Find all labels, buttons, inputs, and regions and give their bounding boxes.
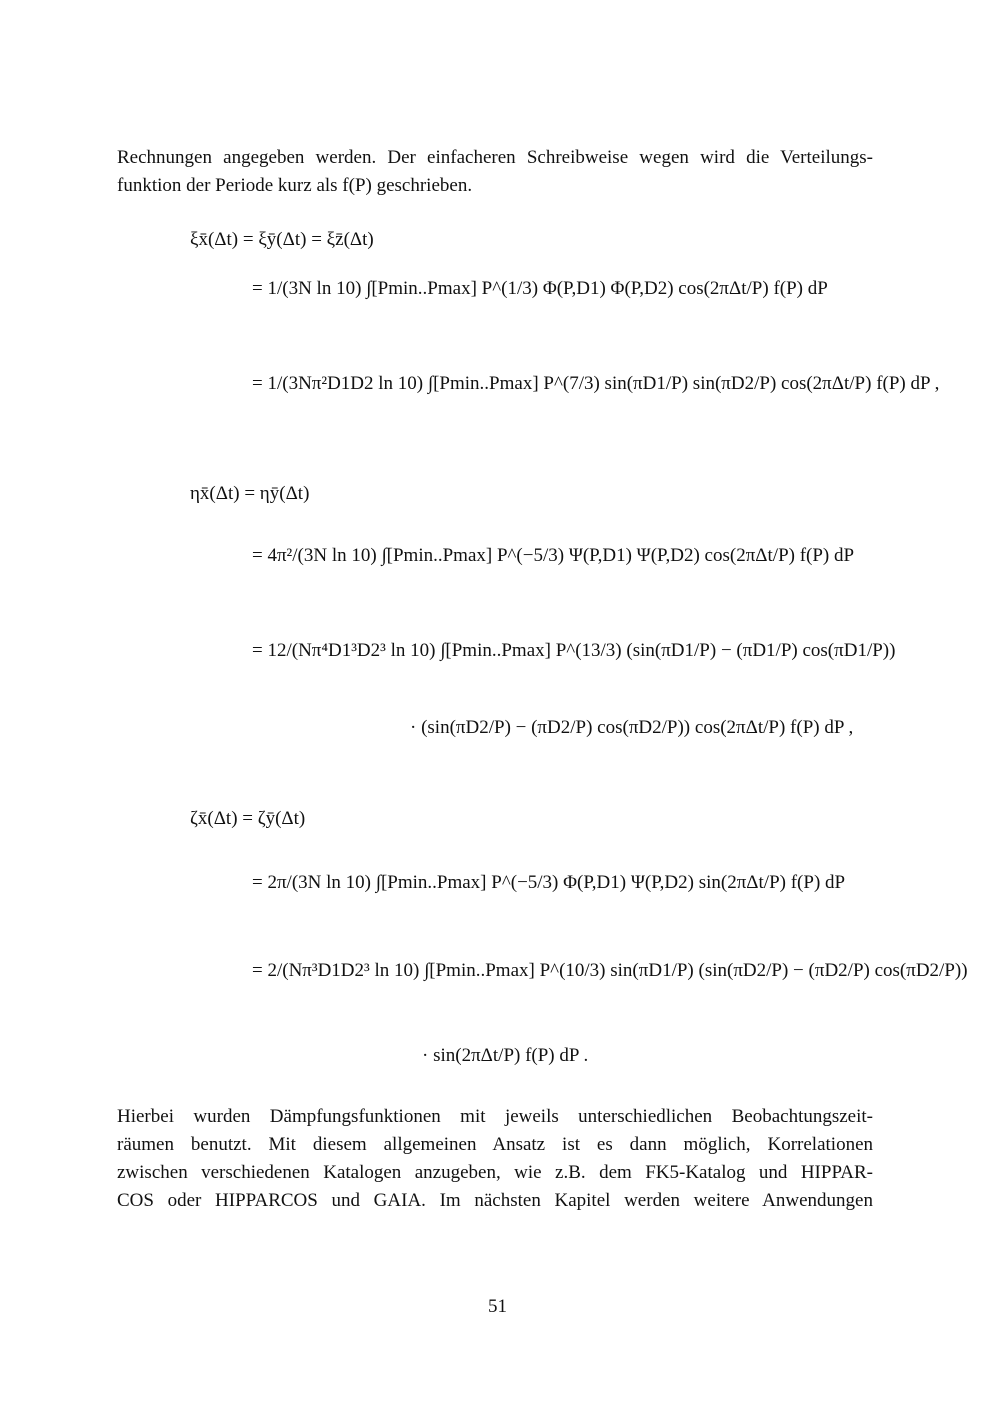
xi-lhs-text: ξx̄(Δt) = ξȳ(Δt) = ξz̄(Δt) <box>190 229 374 250</box>
eta-lhs-text: ηx̄(Δt) = ηȳ(Δt) <box>190 483 310 504</box>
intro-paragraph <box>117 144 873 200</box>
outro-line-2: räumen benutzt. Mit diesem allgemeinen Ansatz ist es dann möglich, Korrelationen <box>117 1134 873 1155</box>
eta-line-1: = 4π²/(3N ln 10) ∫[Pmin..Pmax] P^(−5/3) Ψ(P,D1) Ψ(P,D2) cos(2πΔt/P) f(P) dP <box>252 545 855 566</box>
xi-line-2: = 1/(3Nπ²D1D2 ln 10) ∫[Pmin..Pmax] P^(7/3) sin(πD1/P) sin(πD2/P) cos(2πΔt/P) f(P) dP , <box>252 373 940 394</box>
outro-line-4: COS oder HIPPARCOS und GAIA. Im nächsten Kapitel werden weitere Anwendungen <box>117 1190 873 1211</box>
xi-lhs <box>190 229 374 251</box>
outro-line-1: Hierbei wurden Dämpfungsfunktionen mit jeweils unterschiedlichen Beobachtungszeit- <box>117 1106 873 1127</box>
page-number: 51 <box>488 1296 507 1317</box>
zeta-lhs <box>190 808 305 830</box>
outro-line-3: zwischen verschiedenen Katalogen anzugeben, wie z.B. dem FK5-Katalog und HIPPAR- <box>117 1162 873 1183</box>
eta-line-3: · (sin(πD2/P) − (πD2/P) cos(πD2/P)) cos(2πΔt/P) f(P) dP , <box>410 717 854 738</box>
outro-paragraph <box>117 1103 873 1215</box>
zeta-line-1: = 2π/(3N ln 10) ∫[Pmin..Pmax] P^(−5/3) Φ(P,D1) Ψ(P,D2) sin(2πΔt/P) f(P) dP <box>252 872 846 893</box>
eta-lhs <box>190 483 309 505</box>
zeta-line-2: = 2/(Nπ³D1D2³ ln 10) ∫[Pmin..Pmax] P^(10/3) sin(πD1/P) (sin(πD2/P) − (πD2/P) cos(πD2/P)) <box>252 960 968 981</box>
xi-line-1: = 1/(3N ln 10) ∫[Pmin..Pmax] P^(1/3) Φ(P,D1) Φ(P,D2) cos(2πΔt/P) f(P) dP <box>252 278 828 299</box>
intro-line-2: funktion der Periode kurz als f(P) geschrieben. <box>117 175 473 196</box>
intro-line-1: Rechnungen angegeben werden. Der einfacheren Schreibweise wegen wird die Verteilungs- <box>117 147 873 168</box>
zeta-lhs-text: ζx̄(Δt) = ζȳ(Δt) <box>190 808 306 829</box>
eta-line-2: = 12/(Nπ⁴D1³D2³ ln 10) ∫[Pmin..Pmax] P^(13/3) (sin(πD1/P) − (πD1/P) cos(πD1/P)) <box>252 640 896 661</box>
zeta-line-3: · sin(2πΔt/P) f(P) dP . <box>422 1045 589 1066</box>
